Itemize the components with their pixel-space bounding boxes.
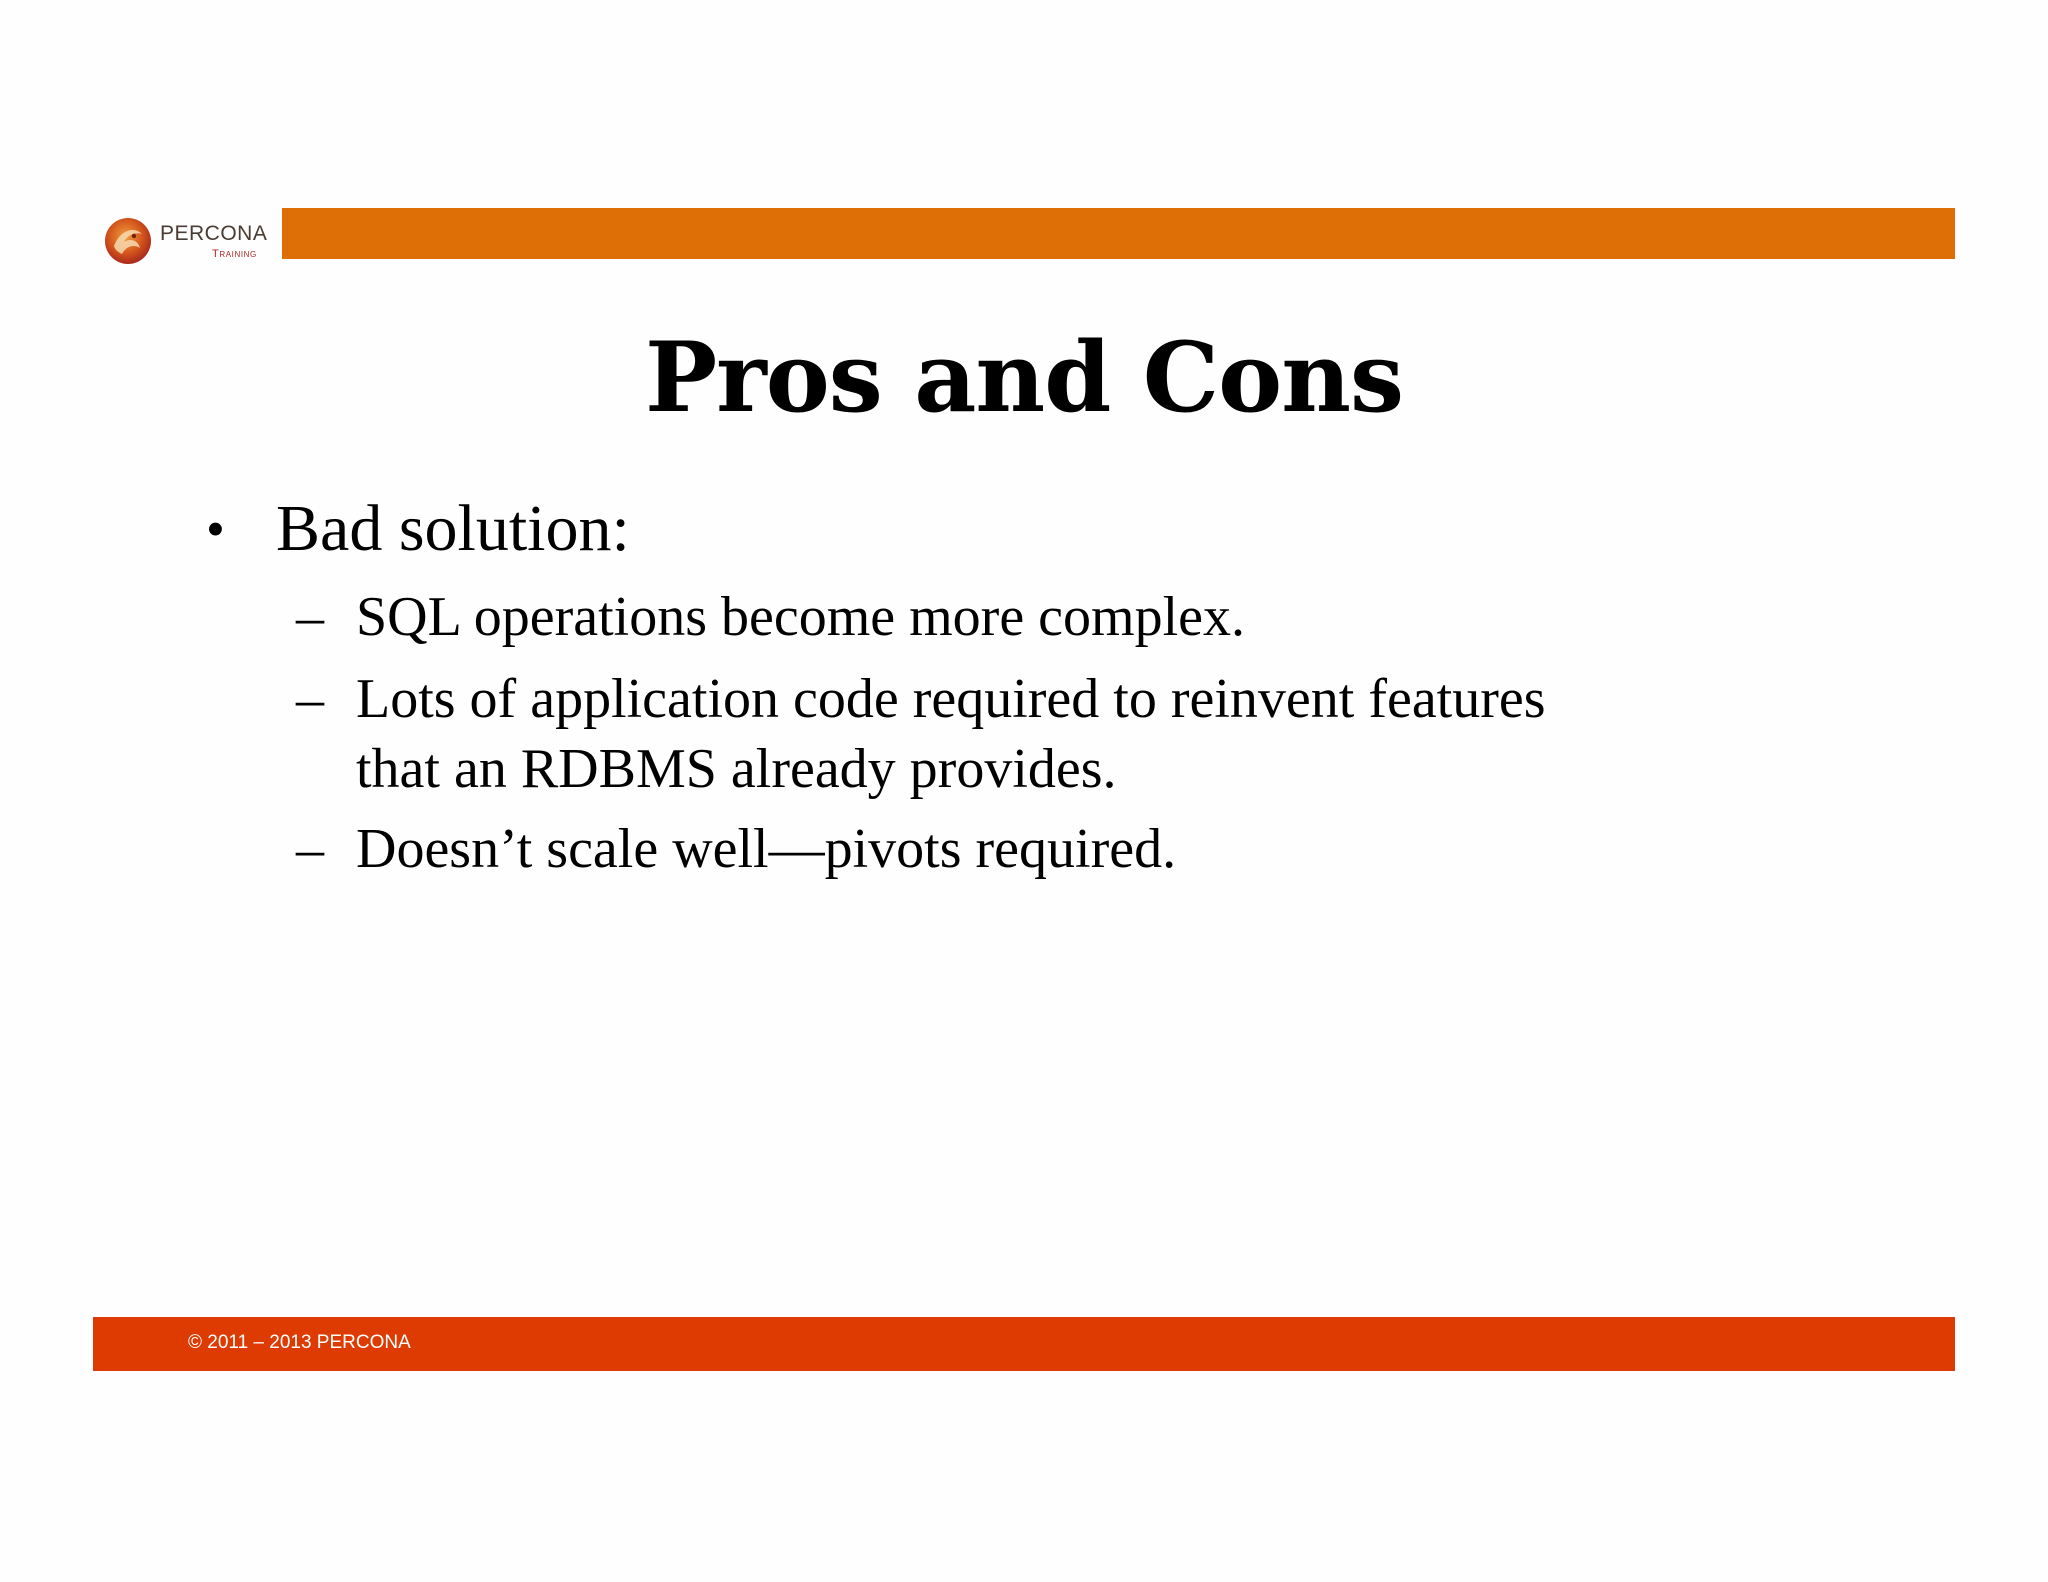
footer-copyright: © 2011 – 2013 PERCONA (188, 1332, 411, 1353)
slide-title: Pros and Cons (644, 321, 1404, 434)
sub-bullet-text-continued: that an RDBMS already provides. (356, 738, 1117, 800)
sub-bullet-text: SQL operations become more complex. (356, 586, 1245, 648)
sub-bullet-text: Lots of application code required to reinvent features (356, 668, 1546, 730)
bullet-marker: • (206, 499, 225, 559)
sub-bullet-text: Doesn’t scale well—pivots required. (356, 818, 1177, 880)
bullet-text: Bad solution: (276, 492, 630, 565)
sub-bullet-marker: – (296, 668, 324, 730)
sub-bullet-marker: – (296, 586, 324, 648)
sub-bullet-marker: – (296, 818, 324, 880)
logo-wordmark: PERCONA (160, 222, 268, 245)
logo-subtitle: Training (212, 248, 257, 260)
